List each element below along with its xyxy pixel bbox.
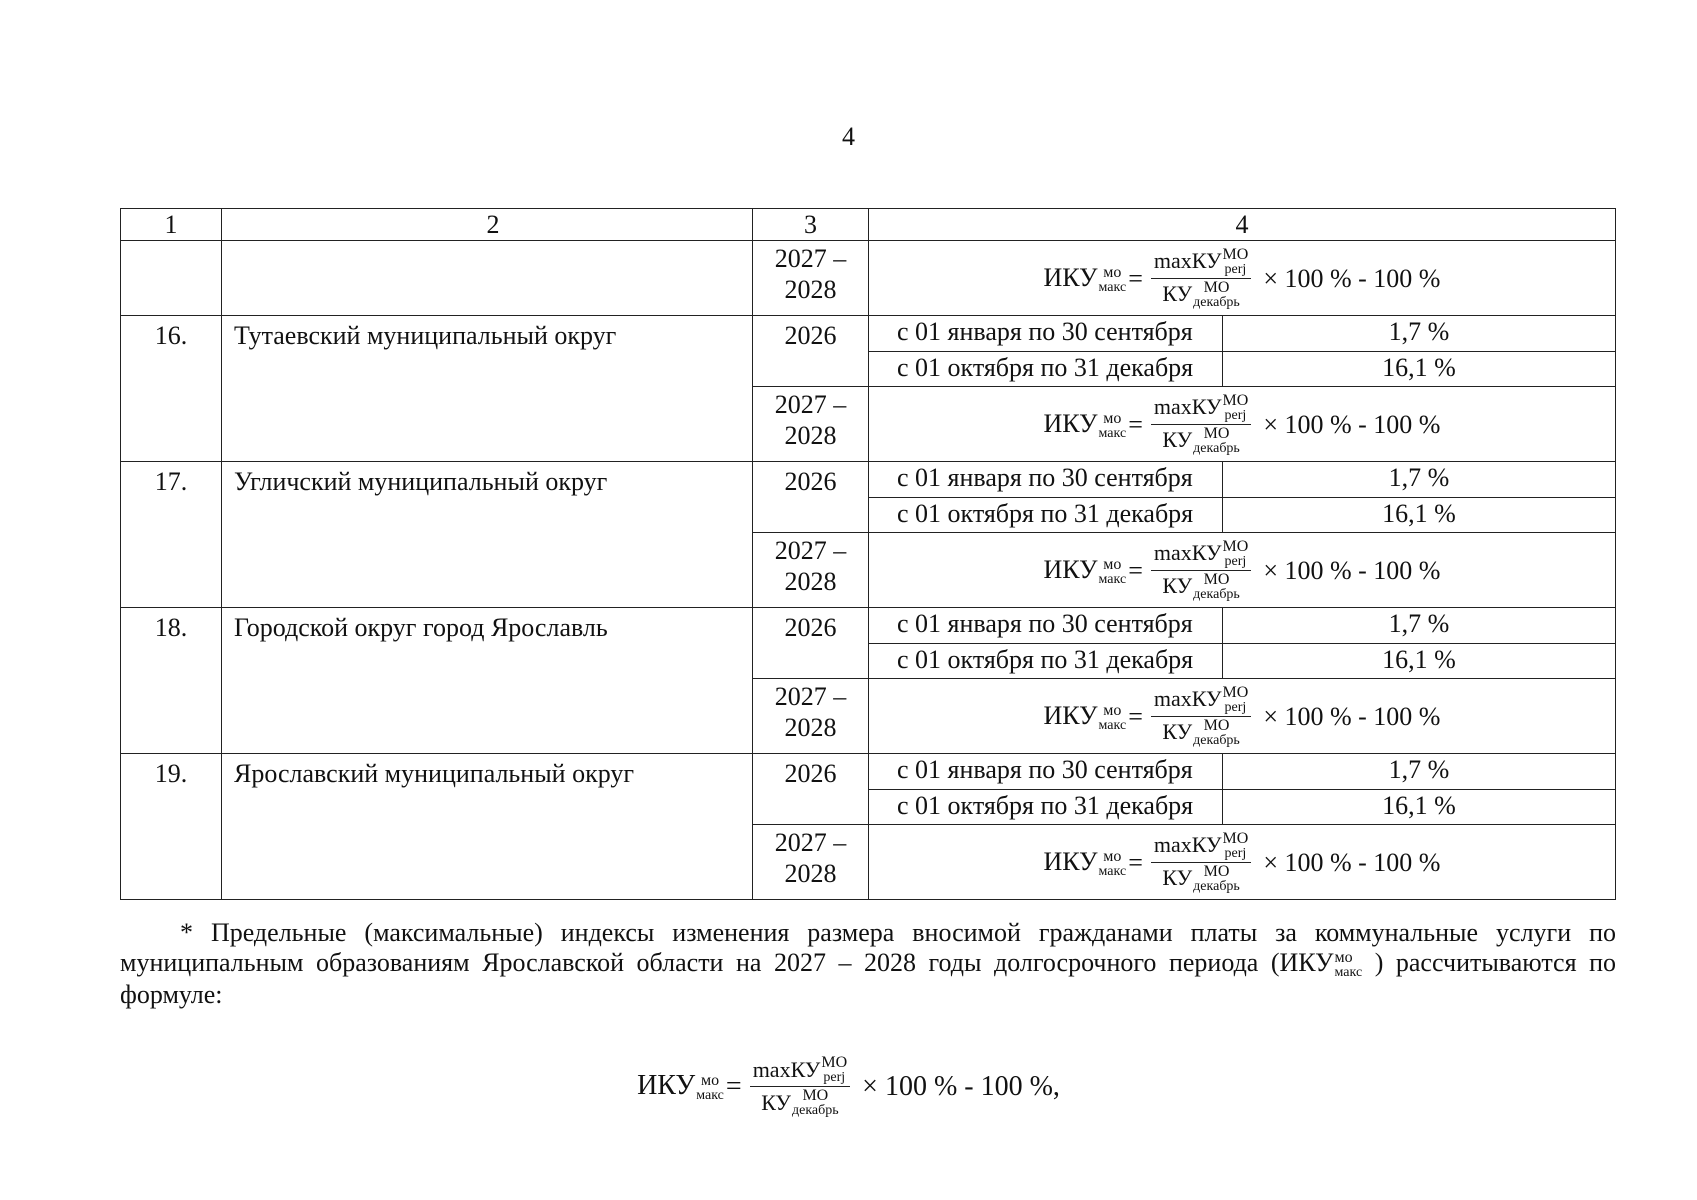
value-cell: 16,1 % (1223, 497, 1616, 533)
footnote (120, 918, 1616, 1010)
formula: ИКУ мо макс = maxКУ МО perj КУ МО декабрь × 100 % - 100 % (1043, 829, 1441, 894)
formula-cell (869, 825, 1616, 900)
formula-cell (869, 387, 1616, 462)
header-cell: 2 (222, 209, 753, 241)
formula: ИКУ мо макс = maxКУ МО perj КУ МО декабрь × 100 % - 100 %, (637, 1054, 1060, 1118)
header-cell: 4 (869, 209, 1616, 241)
value-cell: 1,7 % (1223, 316, 1616, 352)
formula: ИКУ мо макс = maxКУ МО perj КУ МО декабрь × 100 % - 100 % (1043, 683, 1441, 748)
year-cell: 2026 (753, 462, 869, 533)
value-cell: 1,7 % (1223, 754, 1616, 790)
period-cell: с 01 октября по 31 декабря (869, 789, 1223, 825)
formula-fraction: maxКУ МО perj КУ МО декабрь (1151, 685, 1251, 748)
period-cell: с 01 января по 30 сентября (869, 462, 1223, 498)
value-cell: 16,1 % (1223, 789, 1616, 825)
formula-fraction: maxКУ МО perj КУ МО декабрь (1151, 539, 1251, 602)
period-cell: с 01 января по 30 сентября (869, 754, 1223, 790)
formula-fraction: maxКУ МО perj КУ МО декабрь (1151, 831, 1251, 894)
year-cell: 2026 (753, 316, 869, 387)
table-row (121, 316, 1616, 352)
value-cell: 1,7 % (1223, 462, 1616, 498)
tariff-table (120, 208, 1616, 900)
formula: ИКУ мо макс = maxКУ МО perj КУ МО декабрь × 100 % - 100 % (1043, 391, 1441, 456)
period-cell: с 01 января по 30 сентября (869, 608, 1223, 644)
municipality-name: Тутаевский муниципальный округ (222, 316, 753, 462)
page-number: 4 (842, 122, 855, 151)
year-cell: 2027 – 2028 (753, 679, 869, 754)
footnote-text-1: * Предельные (максимальные) индексы изменения размера вносимой гражданами платы за коммунальные услуги по муниципальным образованиям Ярославской области на 2027 – 2028 годы долгосрочного периода ( (120, 918, 1616, 977)
value-cell: 16,1 % (1223, 351, 1616, 387)
empty-cell (222, 241, 753, 316)
year-cell: 2027 – 2028 (753, 825, 869, 900)
header-cell: 3 (753, 209, 869, 241)
footnote-text-2: ) рассчитываются по формуле: (120, 948, 1616, 1010)
period-cell: с 01 октября по 31 декабря (869, 497, 1223, 533)
formula-fraction: maxКУ МО perj КУ МО декабрь (1151, 393, 1251, 456)
value-cell: 16,1 % (1223, 643, 1616, 679)
row-number: 16. (121, 316, 222, 462)
municipality-name: Ярославский муниципальный округ (222, 754, 753, 900)
value-cell: 1,7 % (1223, 608, 1616, 644)
footnote-symbol: ИКУ мо макс (1279, 948, 1363, 981)
formula-cell (869, 679, 1616, 754)
formula-fraction: maxКУ МО perj КУ МО декабрь (750, 1055, 850, 1118)
formula: ИКУ мо макс = maxКУ МО perj КУ МО декабрь × 100 % - 100 % (1043, 245, 1441, 310)
formula-cell (869, 533, 1616, 608)
table-row (121, 754, 1616, 790)
header-cell: 1 (121, 209, 222, 241)
row-number: 18. (121, 608, 222, 754)
year-cell: 2027 – 2028 (753, 241, 869, 316)
formula-cell (869, 241, 1616, 316)
year-cell: 2026 (753, 608, 869, 679)
year-cell: 2027 – 2028 (753, 387, 869, 462)
row-number: 17. (121, 462, 222, 608)
formula-fraction: maxКУ МО perj КУ МО декабрь (1151, 247, 1251, 310)
period-cell: с 01 октября по 31 декабря (869, 351, 1223, 387)
period-cell: с 01 октября по 31 декабря (869, 643, 1223, 679)
year-cell: 2027 – 2028 (753, 533, 869, 608)
municipality-name: Угличский муниципальный округ (222, 462, 753, 608)
municipality-name: Городской округ город Ярославль (222, 608, 753, 754)
year-cell: 2026 (753, 754, 869, 825)
table-row-continuation (121, 241, 1616, 316)
empty-cell (121, 241, 222, 316)
bottom-formula (0, 1055, 1697, 1118)
row-number: 19. (121, 754, 222, 900)
table-row (121, 608, 1616, 644)
period-cell: с 01 января по 30 сентября (869, 316, 1223, 352)
formula: ИКУ мо макс = maxКУ МО perj КУ МО декабрь × 100 % - 100 % (1043, 537, 1441, 602)
table-row (121, 462, 1616, 498)
table-header-row (121, 209, 1616, 241)
